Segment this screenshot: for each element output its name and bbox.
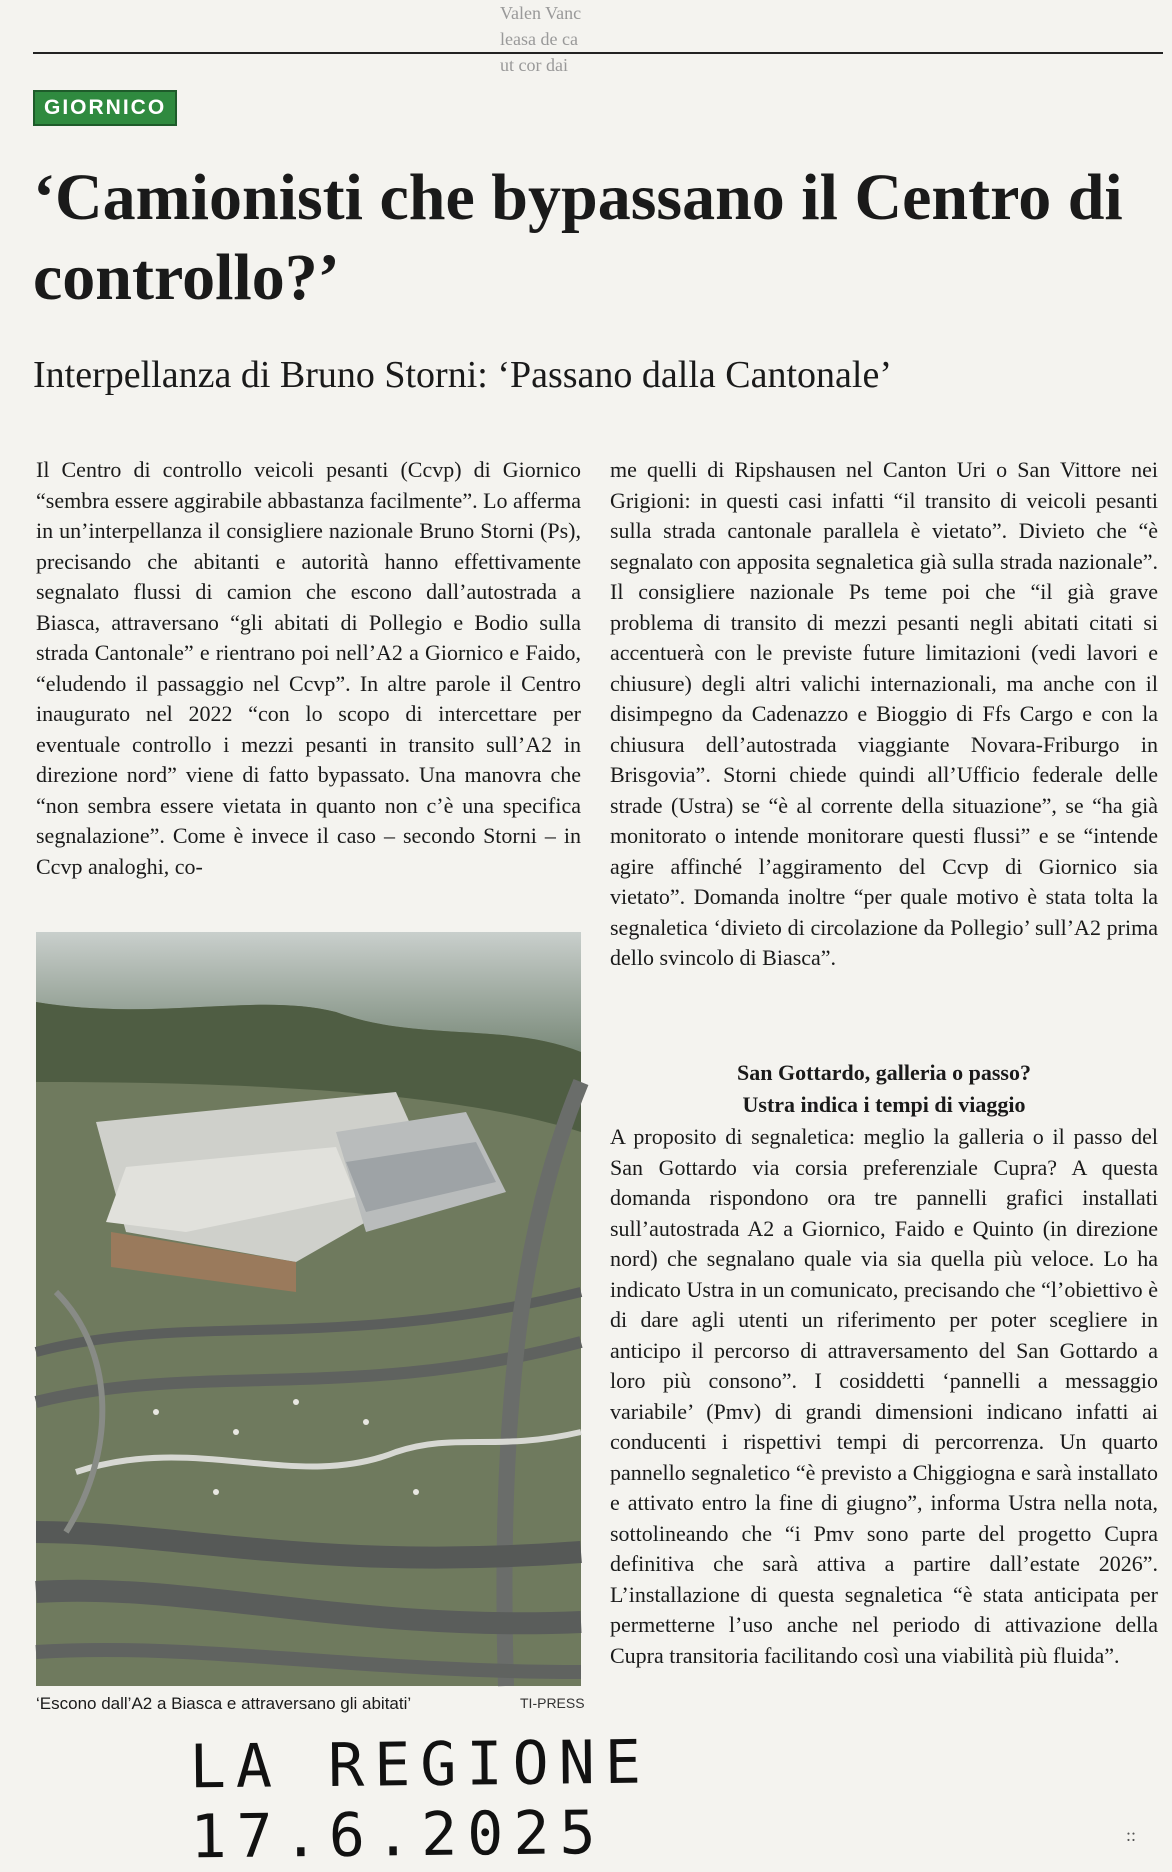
aerial-photo bbox=[36, 932, 581, 1686]
section-heading bbox=[610, 1057, 1158, 1121]
headline: ‘Camionisti che bypassano il Centro di controllo?’ bbox=[33, 161, 1123, 314]
subheadline: Interpellanza di Bruno Storni: ‘Passano dalla Cantonale’ bbox=[33, 354, 892, 396]
article-body-right-section-2: A proposito di segnaletica: meglio la galleria o il passo del San Gottardo via corsia preferenziale Cupra? A questa domanda rispondono ora tre pannelli grafici installati sull’autostrada A2 a Giornico, Faido e Quinto (in direzione nord) che segnalano quale via sia quella più veloce. Lo ha indicato Ustra in un comunicato, precisando che “l’obiettivo è di dare agli utenti un riferimento per poter scegliere in anticipo il percorso di attraversamento del San Gottardo a loro più consono”. I cosiddetti ‘pannelli a messaggio variabile’ (Pmv) di grandi dimensioni indicano infatti ai conducenti i rispettivi tempi di percorrenza. Un quarto pannello segnaletico “è previsto a Chiggiogna e sarà installato e attivato entro la fine di giugno”, informa Ustra nella nota, sottolineando che “i Pmv sono parte del progetto Cupra definitiva che sarà attiva a partire dall’estate 2026”. L’installazione di questa segnaletica “è stata anticipata per permetterne l’uso anche nel periodo di attivazione della Cupra transitoria facilitando così una viabilità più fluida”. bbox=[610, 1124, 1158, 1668]
section-kicker: GIORNICO bbox=[33, 90, 177, 126]
handwritten-source-note: LA REGIONE 17.6.2025 bbox=[189, 1727, 652, 1872]
aerial-photo-illustration bbox=[36, 932, 581, 1686]
photo-credit: TI-PRESS bbox=[520, 1695, 585, 1711]
article-body-right: me quelli di Ripshausen nel Canton Uri o San Vittore nei Grigioni: in questi casi infatti “il transito di veicoli pesanti sulla strada cantonale parallela è vietato”. Divieto che “è segnalato con apposita segnaletica già sulla strada nazionale”. Il consigliere nazionale Ps teme poi che “il già grave problema di transito di mezzi pesanti negli abitati citati si accentuerà con le previste future limitazioni (vedi lavori e chiusure) degli altri valichi internazionali, ma anche con il disimpegno da Cadenazzo e Bioggio di Ffs Cargo e con la chiusura dell’autostrada viaggiante Novara-Friburgo in Brisgovia”. Storni chiede quindi all’Ufficio federale delle strade (Ustra) se “è al corrente della situazione”, se “ha già monitorato o intende monitorare questi flussi” e se “intende agire affinché l’aggiramento del Ccvp di Giornico sia vietato”. Domanda inoltre “per quale motivo è stata tolta la segnaletica ‘divieto di circolazione da Pollegio’ sull’A2 prima dello svincolo di Biasca”. bbox=[610, 457, 1158, 970]
top-rule bbox=[33, 52, 1163, 54]
bleed-through-text: Valen Vanc leasa de ca ut cor dai bbox=[500, 3, 582, 75]
article-body-left: Il Centro di controllo veicoli pesanti (Ccvp) di Giornico “sembra essere aggirabile abbastanza facilmente”. Lo afferma in un’interpellanza il consigliere nazionale Bruno Storni (Ps), precisando che abitanti e autorità hanno effettivamente segnalato flussi di camion che escono dall’autostrada a Biasca, attraversano “gli abitati di Pollegio e Bodio sulla strada Cantonale” e rientrano poi nell’A2 a Giornico e Faido, “eludendo il passaggio nel Ccvp”. In altre parole il Centro inaugurato nel 2022 “con lo scopo di intercettare per eventuale controllo i mezzi pesanti in transito sull’A2 in direzione nord” viene di fatto bypassato. Una manovra che “non sembra essere vietata in quanto non c’è una specifica segnalazione”. Come è invece il caso – secondo Storni – in Ccvp analoghi, co- bbox=[36, 457, 582, 879]
corner-mark: :: bbox=[1126, 1825, 1137, 1845]
section-heading-line-1: San Gottardo, galleria o passo? bbox=[737, 1060, 1031, 1085]
photo-caption: ‘Escono dall’A2 a Biasca e attraversano gli abitati’ bbox=[36, 1694, 412, 1713]
section-heading-line-2: Ustra indica i tempi di viaggio bbox=[742, 1092, 1026, 1117]
